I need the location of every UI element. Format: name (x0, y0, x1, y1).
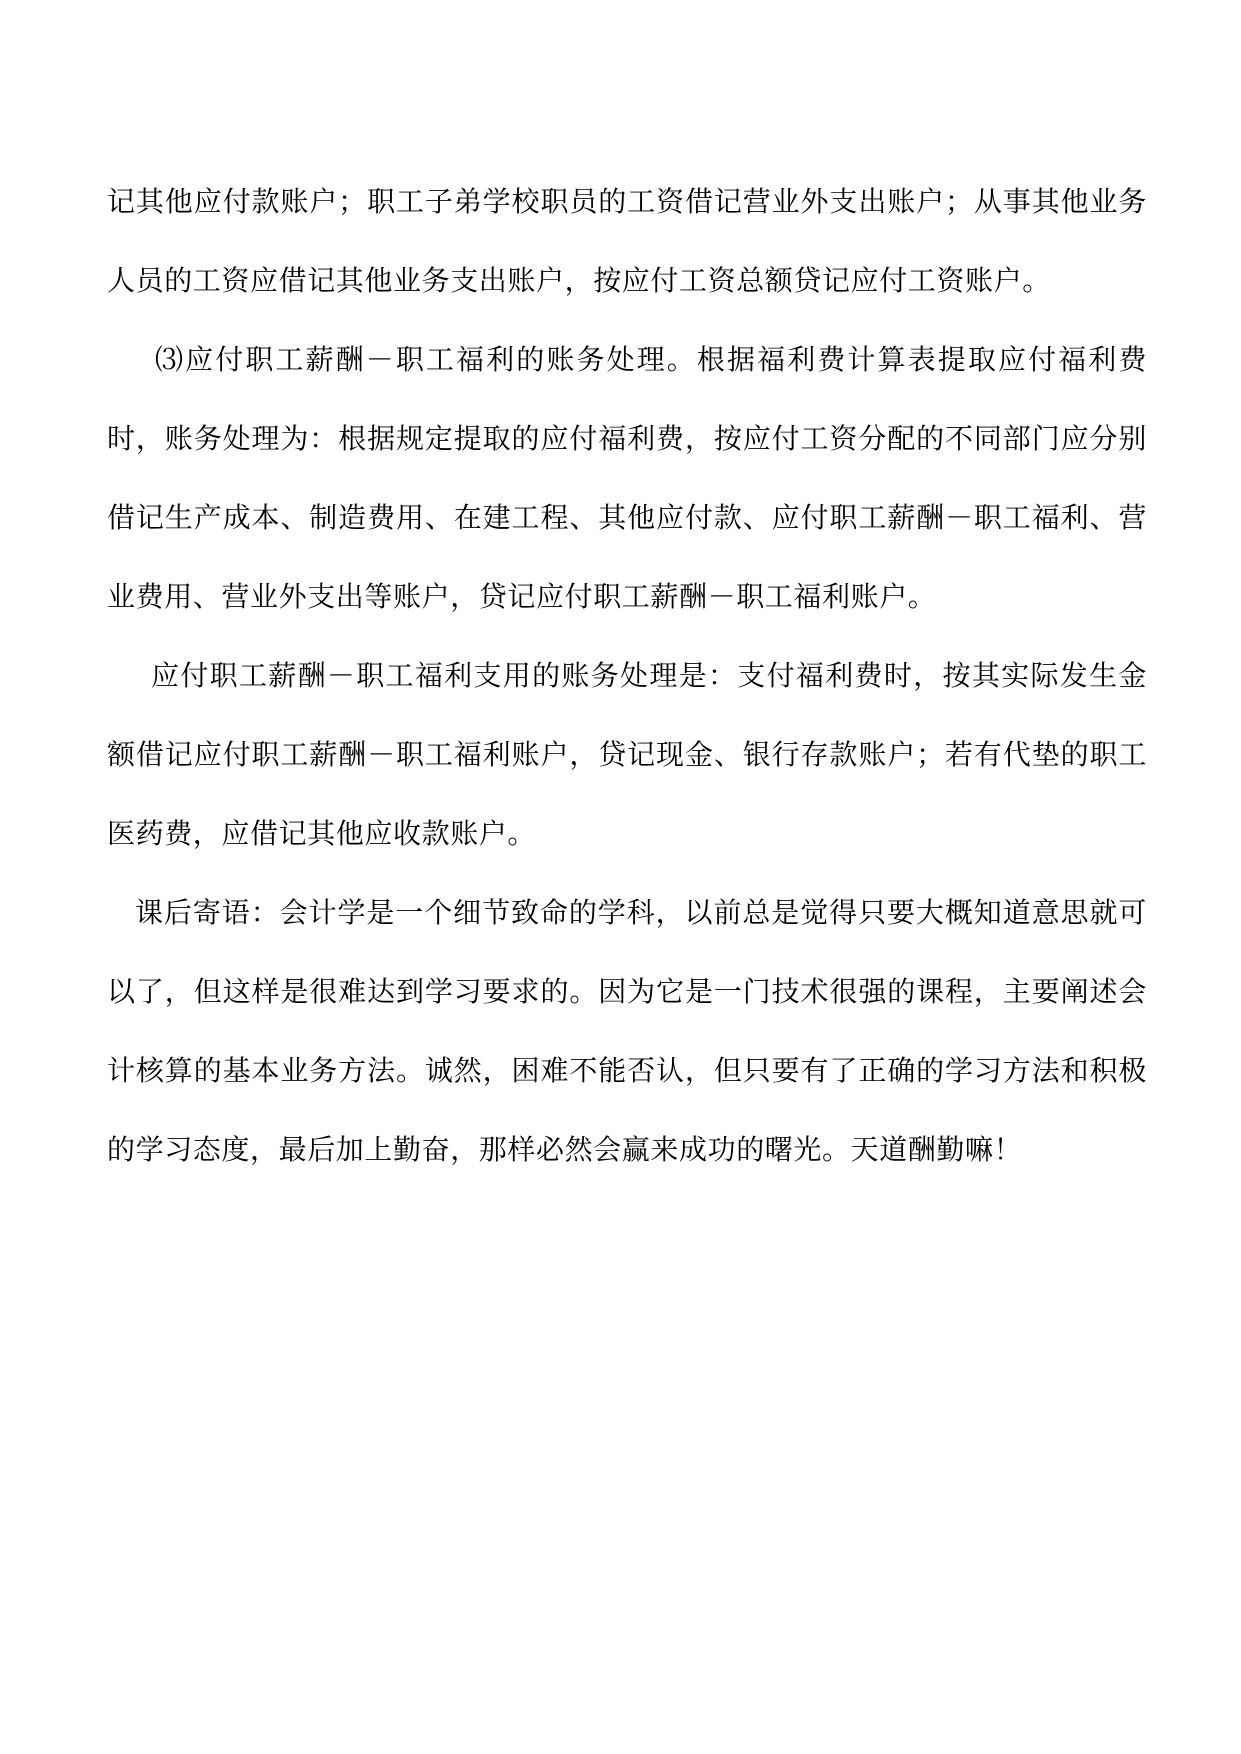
document-body (107, 162, 1147, 1189)
paragraph-welfare-expenditure-accounting: 应付职工薪酬－职工福利支用的账务处理是：支付福利费时，按其实际发生金额借记应付职工薪酬－职工福利账户，贷记现金、银行存款账户；若有代垫的职工医药费，应借记其他应收款账户。 (107, 659, 1147, 850)
paragraph-closing-remarks: 课后寄语：会计学是一个细节致命的学科，以前总是觉得只要大概知道意思就可以了，但这样是很难达到学习要求的。因为它是一门技术很强的课程，主要阐述会计核算的基本业务方法。诚然，困难不能否认，但只要有了正确的学习方法和积极的学习态度，最后加上勤奋，那样必然会赢来成功的曙光。天道酬勤嘛！ (107, 896, 1147, 1166)
paragraph-employee-welfare-accounting: ⑶应付职工薪酬－职工福利的账务处理。根据福利费计算表提取应付福利费时，账务处理为：根据规定提取的应付福利费，按应付工资分配的不同部门应分别借记生产成本、制造费用、在建工程、其他应付款、应付职工薪酬－职工福利、营业费用、营业外支出等账户，贷记应付职工薪酬－职工福利账户。 (107, 343, 1147, 613)
paragraph-continued: 记其他应付款账户；职工子弟学校职员的工资借记营业外支出账户；从事其他业务人员的工资应借记其他业务支出账户，按应付工资总额贷记应付工资账户。 (107, 185, 1147, 297)
